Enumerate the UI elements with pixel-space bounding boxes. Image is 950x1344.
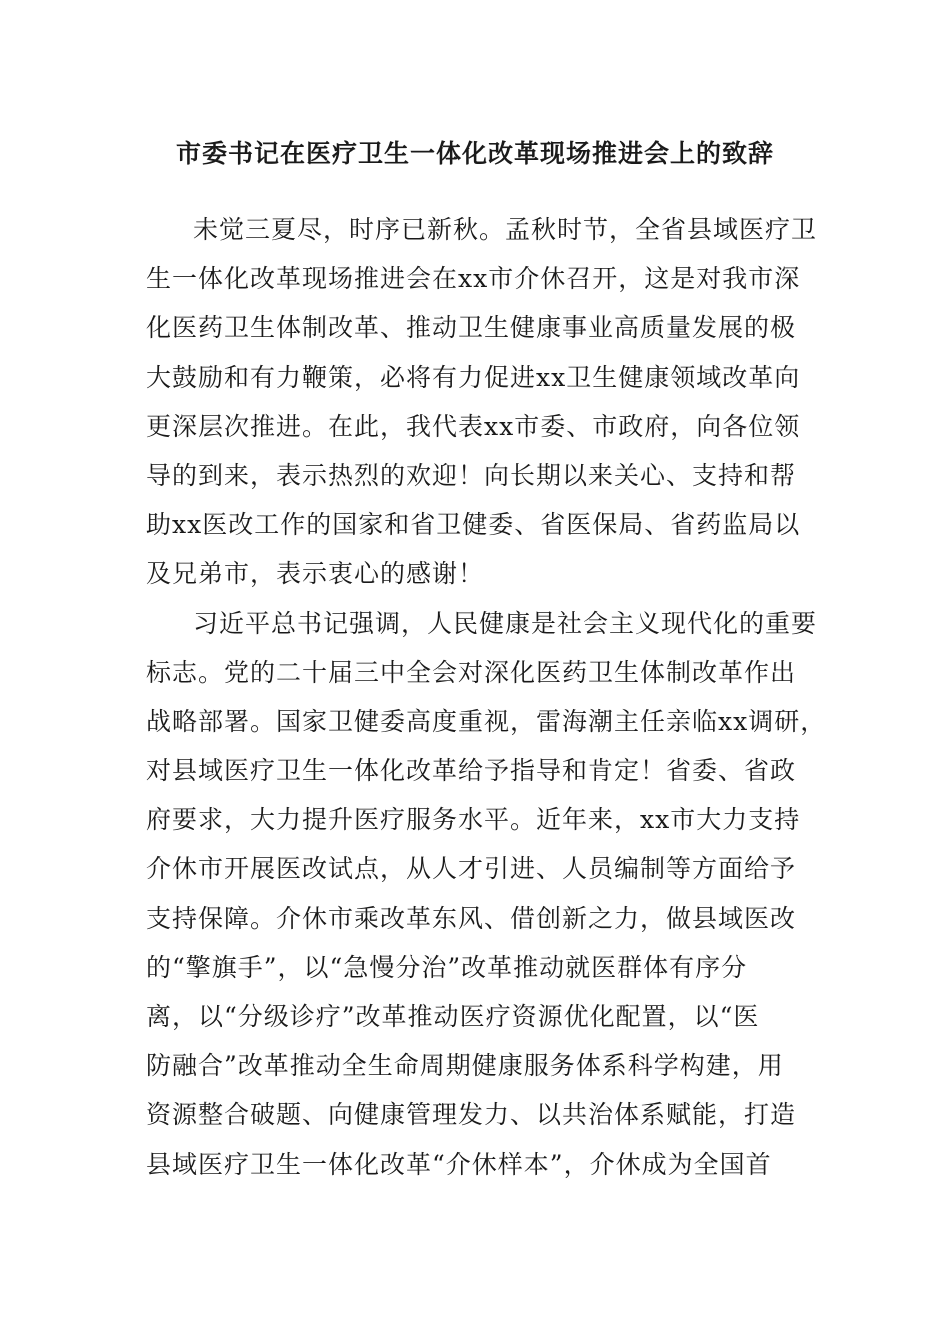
- paragraph-line: 的“擎旗手”，以“急慢分治”改革推动就医群体有序分: [146, 952, 748, 982]
- document-body: [146, 159, 826, 1189]
- paragraph-line: 离，以“分级诊疗”改革推动医疗资源优化配置，以“医: [146, 1002, 760, 1031]
- paragraph-line: 县域医疗卫生一体化改革“介休样本”，介休成为全国首: [146, 1149, 772, 1179]
- paragraph-line: 更深层次推进。在此，我代表xx市委、市政府，向各位领: [146, 411, 801, 441]
- paragraph-line: 大鼓励和有力鞭策，必将有力促进xx卫生健康领域改革向: [146, 362, 801, 392]
- document-title: 市委书记在医疗卫生一体化改革现场推进会上的致辞: [175, 139, 774, 168]
- paragraph-line: 标志。党的二十届三中全会对深化医药卫生体制改革作出: [146, 657, 797, 687]
- paragraph-line: 助xx医改工作的国家和省卫健委、省医保局、省药监局以: [146, 510, 801, 540]
- paragraph-line: 对县域医疗卫生一体化改革给予指导和肯定！省委、省政: [146, 756, 797, 786]
- paragraph-line: 资源整合破题、向健康管理发力、以共治体系赋能，打造: [146, 1100, 797, 1130]
- paragraph-line: 未觉三夏尽，时序已新秋。孟秋时节，全省县域医疗卫: [193, 215, 818, 244]
- paragraph-line: 防融合”改革推动全生命周期健康服务体系科学构建，用: [146, 1051, 784, 1081]
- paragraph-line: 化医药卫生体制改革、推动卫生健康事业高质量发展的极: [146, 313, 797, 343]
- paragraph-line: 导的到来，表示热烈的欢迎！向长期以来关心、支持和帮: [146, 460, 797, 490]
- paragraph-line: 战略部署。国家卫健委高度重视，雷海潮主任亲临xx调研，: [146, 706, 827, 736]
- paragraph-line: 支持保障。介休市乘改革东风、借创新之力，做县域医改: [146, 903, 797, 933]
- paragraph-line: 介休市开展医改试点，从人才引进、人员编制等方面给予: [146, 854, 797, 884]
- paragraph-line: 生一体化改革现场推进会在xx市介休召开，这是对我市深: [146, 264, 801, 294]
- paragraph-1: [146, 205, 826, 599]
- paragraph-line: 府要求，大力提升医疗服务水平。近年来，xx市大力支持: [146, 805, 801, 835]
- paragraph-2: [146, 599, 826, 1189]
- paragraph-line: 及兄弟市，表示衷心的感谢！: [146, 559, 485, 589]
- paragraph-line: 习近平总书记强调，人民健康是社会主义现代化的重要: [193, 608, 818, 638]
